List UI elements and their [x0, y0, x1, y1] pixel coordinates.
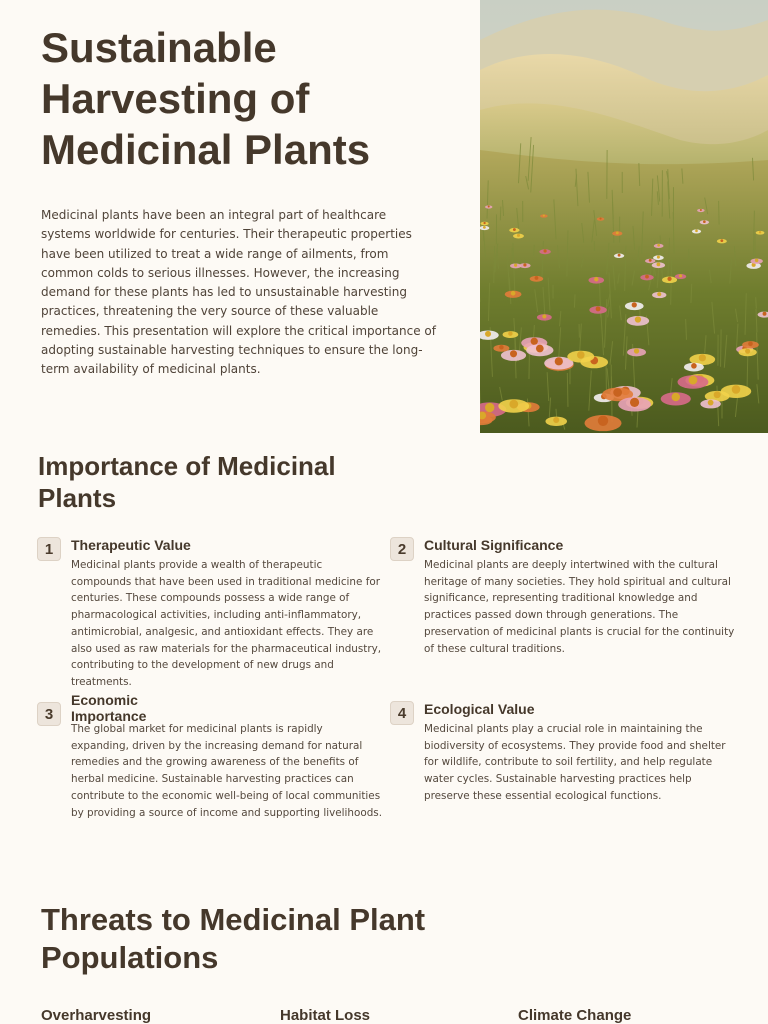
- intro-paragraph: Medicinal plants have been an integral part of healthcare systems worldwide for centuries. Their therapeutic properties have been utilized to treat a wide range of ailments, from common colds to serious illnesses. However, the increasing demand for these plants has led to unsustainable harvesting practices, threatening the very source of these valuable remedies. This presentation will explore the critical importance of adopting sustainable harvesting techniques to ensure the long-term availability of medicinal plants.: [41, 208, 436, 377]
- card-heading: Therapeutic Value: [71, 537, 191, 553]
- importance-card-ecological: [390, 701, 726, 811]
- card-text: Medicinal plants play a crucial role in maintaining the biodiversity of ecosystems. They provide food and shelter for wildlife, contribute to soil fertility, and help regulate water cycles. Sustainable harvesting practices help preserve these essential ecological functions.: [424, 723, 726, 802]
- card-number-badge: 2: [390, 537, 414, 561]
- card-text: The global market for medicinal plants is rapidly expanding, driven by the increasing demand for natural remedies and the growing awareness of the benefits of herbal medicine. Sustainable harvesting practices can contribute to the economic well-being of local communities by providing a source of income and supporting livelihoods.: [71, 723, 383, 819]
- card-heading: Cultural Significance: [424, 537, 564, 553]
- card-heading: Economic Importance: [71, 692, 147, 724]
- card-heading: Ecological Value: [424, 701, 535, 717]
- card-text: Medicinal plants provide a wealth of therapeutic compounds that have been used in traditional medicine for centuries. These compounds possess a wide range of pharmacological activities, including anti-inflammatory, antimicrobial, analgesic, and antioxidant effects. They are also used as raw materials for the pharmaceutical industry, contributing to the development of new drugs and treatments.: [71, 559, 382, 688]
- importance-section-title: Importance of Medicinal Plants: [38, 451, 336, 513]
- importance-card-cultural: [390, 537, 735, 657]
- threats-section-title: Threats to Medicinal Plant Populations: [41, 902, 426, 975]
- wildflower-meadow-image: [480, 0, 768, 433]
- card-number-badge: 1: [37, 537, 61, 561]
- card-text: Medicinal plants are deeply intertwined with the cultural heritage of many societies. They hold spiritual and cultural significance, representing traditional knowledge and practices passed down through generations. The preservation of medicinal plants is crucial for the continuity of these cultural traditions.: [424, 559, 735, 655]
- importance-card-economic: [37, 692, 383, 822]
- importance-card-therapeutic: [37, 537, 382, 688]
- card-number-badge: 4: [390, 701, 414, 725]
- threat-heading-habitat-loss: Habitat Loss: [280, 1007, 371, 1024]
- threat-heading-overharvesting: Overharvesting: [41, 1007, 152, 1024]
- page-title: Sustainable Harvesting of Medicinal Plants: [41, 24, 371, 173]
- card-number-badge: 3: [37, 702, 61, 726]
- threat-heading-climate-change: Climate Change: [518, 1007, 632, 1024]
